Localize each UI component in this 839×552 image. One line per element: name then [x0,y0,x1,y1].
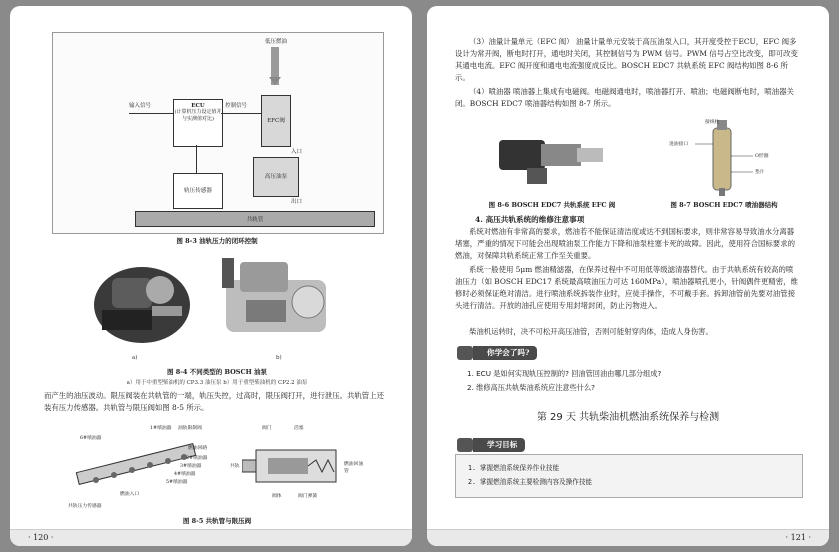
outlet-label: 出口 [291,199,303,205]
maintenance-paragraph-3: 柴油机运转时，决不可松开高压油管，否则可能射穿肉体，造成人身伤害。 [469,327,713,336]
valve-label-4: 燃油回油管 [344,462,364,474]
cp3-pump-image [82,250,202,350]
rail-label-3: 燃油回路 [188,446,208,451]
valve-label-3: 共轨 [230,464,240,469]
figure-8-3 [52,32,384,234]
figure-8-5 [66,422,366,512]
valve-label-1: 阀门 [262,426,272,431]
goal-1: 1. 掌握燃油系统保养作业技能 [468,464,560,472]
rail-label-2: 油轨限制阀 [178,426,202,431]
feedback-line [196,145,197,173]
figure-8-7-caption: 图 8-7 BOSCH EDC7 喷油器结构 [670,201,778,209]
quiz-banner: 你学会了吗? [473,346,537,360]
control-signal-arrow [221,113,261,114]
injector-label-2: 进油接口 [669,142,689,147]
section-heading: 4. 高压共轨系统的维修注意事项 [475,215,585,224]
figure-8-4-subcaption: a）用于中重型柴油机的 CP3.3 油压泵 b）用于重型柴油机的 CP2.2 油泵 [126,380,308,386]
efc-valve-box: EFC阀 [261,95,291,147]
left-page-number: · 120 · [28,533,54,542]
efc-valve-photo [491,120,611,196]
efc-valve-image [491,120,611,196]
goals-banner: 学习目标 [473,438,525,452]
rail-sensor-box: 轨压传感器 [173,173,223,209]
valve-label-5: 阀体 [272,494,282,499]
input-signal-label: 输入信号 [129,103,152,109]
rail-label-9: 燃油入口 [120,492,140,497]
injector-paragraph: （4）喷油器 喷油器上集成有电磁阀。电磁阀通电时，喷油器打开、喷油；电磁阀断电时，喷油器关闭。BOSCH EDC7 喷油器结构如图 8-7 所示。 [455,87,794,108]
left-page [10,6,412,546]
goals-box [455,454,803,498]
rail-label-4: 6#喷油器 [80,436,102,441]
rail-label-10: 共轨压力传感器 [68,504,102,509]
pump-photo-a [82,250,202,350]
fuel-flow-arrow [269,77,281,85]
injector-label-3: O形圈 [755,154,769,159]
photo-a-label: a) [132,355,138,361]
input-signal-arrow [129,113,173,114]
goals-icon [457,438,473,452]
pressure-limiter-valve-drawing [242,432,352,502]
quiz-icon [457,346,473,360]
valve-label-2: 活塞 [294,426,304,431]
goal-2: 2. 掌握燃油系统主要检测内容及操作技能 [468,478,593,486]
maintenance-paragraph-2: 系统一般使用 5μm 燃油精滤器，在保养过程中不可用低等级滤清器替代。由于共轨系统有较高的喷油压力（如 BOSCH EDC17 系统最高喷油压力可达 160MPa），喷油器喷孔更小，针阀偶件更精密，维修时必须保证绝对清洁。进行喷油系统拆装作业时，应徒手操作，不可戴手套。拆卸油管前先要对油管接头进行清洁。开放的油孔应使用专用封堵封闭，防止污物进入。 [455,265,798,310]
hp-pump-box: 高压油泵 [253,157,299,197]
figure-8-3-caption: 图 8-3 油轨压力的闭环控制 [176,237,258,245]
question-1: 1. ECU 是如何实现轨压控制的? 回油管回油由哪几部分组成? [467,369,662,378]
rail-label-5: 2#喷油器 [186,456,208,461]
right-footer [427,529,829,546]
cp2-pump-image [216,250,340,350]
photo-b-label: b) [276,355,282,361]
low-pressure-fuel-label: 低压燃油 [265,39,288,45]
injector-label-4: 垫片 [755,170,765,175]
left-footer [10,529,412,546]
pump-photo-b [216,250,340,350]
rail-label-8: 5#喷油器 [166,480,188,485]
maintenance-paragraph-1: 系统对燃油有非常高的要求，燃油若不能保证清洁度或达不到国标要求，则非常容易导致油水分离器堵塞，严重的情况下可能会出现喷油泵工作能力下降和油泵柱塞卡死的故障。因此，使用符合国标要求的燃油，对保障共轨系统正常工作至关重要。 [455,227,795,260]
right-page-number: · 121 · [785,533,811,542]
injector-image [655,118,805,198]
injector-label-1: 接线柱 [705,120,720,125]
control-signal-label: 控制信号 [225,103,248,109]
inlet-label: 入口 [291,149,303,155]
figure-8-6-caption: 图 8-6 BOSCH EDC7 共轨系统 EFC 阀 [488,201,616,209]
day-title: 第 29 天 共轨柴油机燃油系统保养与检测 [536,412,720,423]
ecu-box: ECU (计算机压力设定值并与实测值对比) [173,99,223,147]
question-2: 2. 维修高压共轨柴油系统应注意些什么? [467,383,595,392]
common-rail-bar: 共轨管 [135,211,375,227]
rail-label-7: 4#喷油器 [174,472,196,477]
rail-label-1: 1#喷油器 [150,426,172,431]
rail-label-6: 3#喷油器 [180,464,202,469]
figure-8-5-caption: 图 8-5 共轨管与限压阀 [182,517,252,525]
valve-label-6: 阀门弹簧 [298,494,318,499]
right-page [427,6,829,546]
figure-8-4-caption: 图 8-4 不同类型的 BOSCH 油泵 [166,368,268,376]
injector-drawing [655,118,805,198]
efc-paragraph: （3）油量计量单元（EFC 阀） 油量计量单元安装于高压油泵入口，其开度受控于ECU，EFC 阀多设计为常开阀，断电时打开，通电时关闭，其控制信号为 PWM 信号。PWM 信号占空比改变，即可改变其通电电流。EFC 阀开度和通电电流强度成反比。BOSCH EDC7 共轨系统 EFC 阀结构如图 8-6 所示。 [455,37,798,82]
left-paragraph: 而产生的油压波动。限压阀装在共轨管的一端，轨压失控，过高时，限压阀打开，进行泄压。共轨管上还装有压力传感器。共轨管与限压阀如图 8-5 所示。 [44,391,384,412]
